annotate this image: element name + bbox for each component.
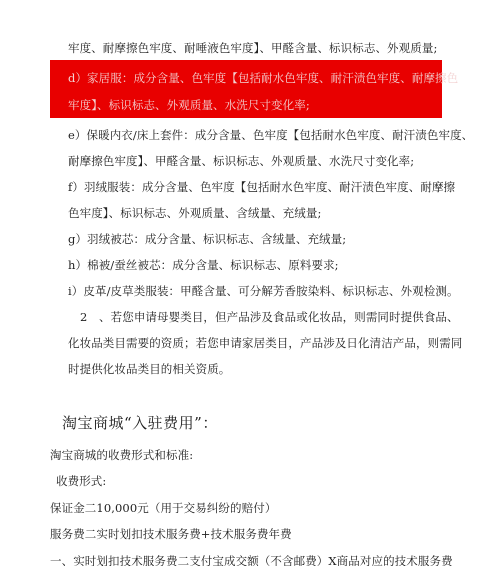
text-line: 牢度、耐摩擦色牢度、耐唾液色牢度】、甲醛含量、标识标志、外观质量;: [68, 41, 438, 55]
text-line: 化妆品类目需要的资质；若您申请家居类目，产品涉及日化清洁产品，则需同: [68, 336, 463, 350]
text-line: 一、实时划扣技术服务费二支付宝成交额（不含邮费）X商品对应的技术服务费: [50, 554, 453, 566]
text-line: f）羽绒服装：成分含量、色牢度【包括耐水色牢度、耐汗渍色牢度、耐摩擦: [68, 180, 456, 194]
text-line: 时提供化妆品类目的相关资质。: [68, 362, 231, 376]
text-line: 保证金二10,000元（用于交易纠纷的赔付）: [50, 501, 277, 515]
text-line: i）皮革/皮草类服装：甲醛含量、可分解芳香胺染料、标识标志、外观检测。: [68, 284, 459, 298]
text-line: g）羽绒被芯：成分含量、标识标志、含绒量、充绒量;: [68, 232, 347, 246]
section-heading: 淘宝商城“入驻费用”：: [62, 414, 218, 432]
text-line: h）棉被/蚕丝被芯：成分含量、标识标志、原料要求;: [68, 258, 339, 272]
text-line: e）保暖内衣/床上套件：成分含量、色牢度【包括耐水色牢度、耐汗渍色牢度、: [68, 128, 474, 142]
highlighted-text-line: 牢度】、标识标志、外观质量、水洗尺寸变化率;: [68, 98, 310, 112]
highlighted-text-line: d）家居服：成分含量、色牢度【包括耐水色牢度、耐汗渍色牢度、耐摩擦色: [68, 71, 459, 85]
text-line: 2 、若您申请母婴类目，但产品涉及食品或化妆品，则需同时提供食品、: [80, 310, 459, 324]
text-line: 耐摩擦色牢度】、甲醛含量、标识标志、外观质量、水洗尺寸变化率;: [68, 154, 415, 168]
text-line: 色牢度】、标识标志、外观质量、含绒量、充绒量;: [68, 206, 322, 220]
text-line: 服务费二实时划扣技术服务费+技术服务费年费: [50, 527, 292, 541]
text-line: 收费形式:: [56, 474, 107, 488]
text-line: 淘宝商城的收费形式和标准:: [50, 448, 194, 462]
